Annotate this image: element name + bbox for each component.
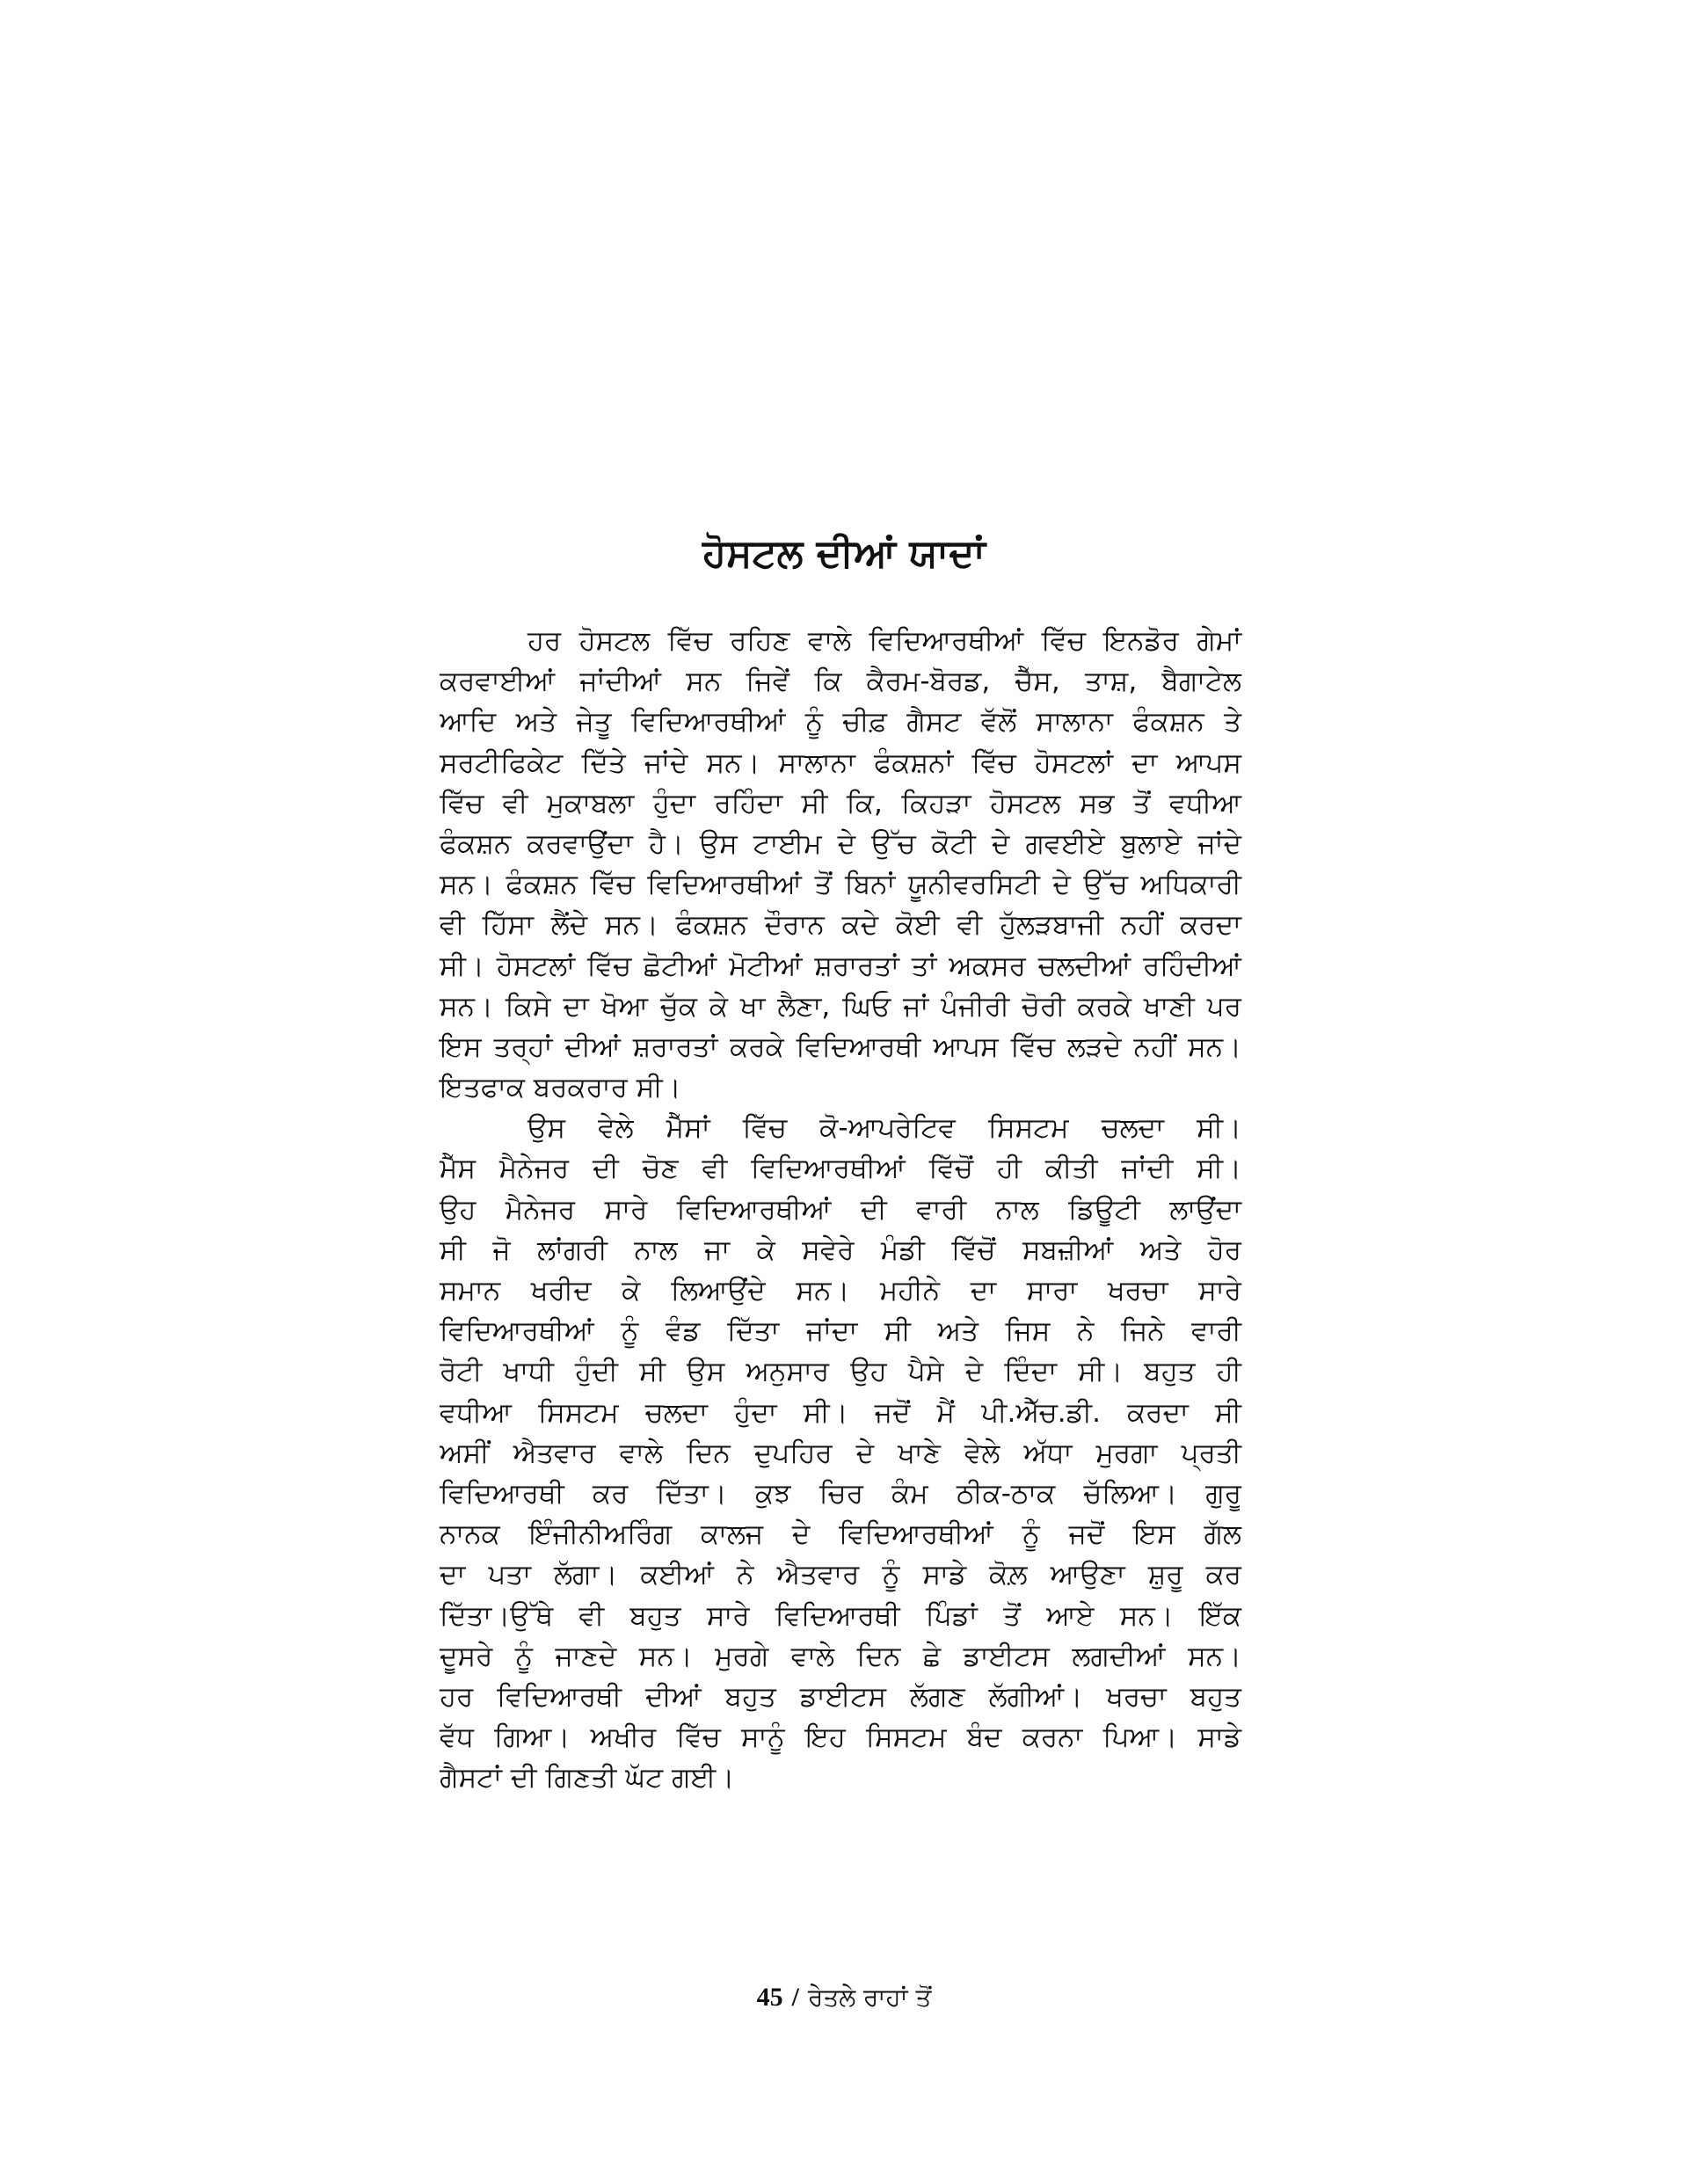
text-line: ਉਸ ਵੇਲੇ ਮੈੱਸਾਂ ਵਿੱਚ ਕੋ-ਆਪਰੇਟਿਵ ਸਿਸਟਮ ਚਲਦਾ ਸੀ।	[528, 1112, 1241, 1145]
text-line: ਦੂਸਰੇ ਨੂੰ ਜਾਣਦੇ ਸਨ। ਮੁਰਗੇ ਵਾਲੇ ਦਿਨ ਛੇ ਡਾਈਟਸ ਲਗਦੀਆਂ ਸਨ।	[440, 1640, 1241, 1672]
text-line: ਹਰ ਹੋਸਟਲ ਵਿੱਚ ਰਹਿਣ ਵਾਲੇ ਵਿਦਿਆਰਥੀਆਂ ਵਿੱਚ ਇਨਡੋਰ ਗੇਮਾਂ	[528, 625, 1241, 657]
text-line: ਵੱਧ ਗਿਆ। ਅਖੀਰ ਵਿੱਚ ਸਾਨੂੰ ਇਹ ਸਿਸਟਮ ਬੰਦ ਕਰਨਾ ਪਿਆ। ਸਾਡੇ	[440, 1722, 1241, 1754]
text-line: ਵਿਦਿਆਰਥੀਆਂ ਨੂੰ ਵੰਡ ਦਿੱਤਾ ਜਾਂਦਾ ਸੀ ਅਤੇ ਜਿਸ ਨੇ ਜਿਨੇ ਵਾਰੀ	[440, 1315, 1241, 1348]
page-number: 45	[756, 1983, 783, 2012]
text-line: ਸਰਟੀਫਿਕੇਟ ਦਿੱਤੇ ਜਾਂਦੇ ਸਨ। ਸਾਲਾਨਾ ਫੰਕਸ਼ਨਾਂ ਵਿੱਚ ਹੋਸਟਲਾਂ ਦਾ ਆਪਸ	[440, 746, 1241, 779]
footer-separator: /	[791, 1983, 799, 2012]
text-line: ਇਸ ਤਰ੍ਹਾਂ ਦੀਆਂ ਸ਼ਰਾਰਤਾਂ ਕਰਕੇ ਵਿਦਿਆਰਥੀ ਆਪਸ ਵਿੱਚ ਲੜਦੇ ਨਹੀਂ ਸਨ।	[440, 1030, 1241, 1063]
text-line: ਸੀ। ਹੋਸਟਲਾਂ ਵਿੱਚ ਛੋਟੀਆਂ ਮੋਟੀਆਂ ਸ਼ਰਾਰਤਾਂ ਤਾਂ ਅਕਸਰ ਚਲਦੀਆਂ ਰਹਿੰਦੀਆਂ	[440, 950, 1241, 982]
page-title: ਹੋਸਟਲ ਦੀਆਂ ਯਾਦਾਂ	[702, 531, 986, 576]
body-text	[440, 621, 1241, 1798]
text-line: ਸਨ। ਕਿਸੇ ਦਾ ਖੋਆ ਚੁੱਕ ਕੇ ਖਾ ਲੈਣਾ, ਘਿਓ ਜਾਂ ਪੰਜੀਰੀ ਚੋਰੀ ਕਰਕੇ ਖਾਣੀ ਪਰ	[440, 990, 1241, 1023]
text-line: ਦਿੱਤਾ।ਉੱਥੇ ਵੀ ਬਹੁਤ ਸਾਰੇ ਵਿਦਿਆਰਥੀ ਪਿੰਡਾਂ ਤੋਂ ਆਏ ਸਨ। ਇੱਕ	[440, 1599, 1241, 1632]
text-line: ਸਨ। ਫੰਕਸ਼ਨ ਵਿੱਚ ਵਿਦਿਆਰਥੀਆਂ ਤੋਂ ਬਿਨਾਂ ਯੂਨੀਵਰਸਿਟੀ ਦੇ ਉੱਚ ਅਧਿਕਾਰੀ	[440, 869, 1241, 901]
text-line: ਦਾ ਪਤਾ ਲੱਗਾ। ਕਈਆਂ ਨੇ ਐਤਵਾਰ ਨੂੰ ਸਾਡੇ ਕੋਲ਼ ਆਉਣਾ ਸ਼ੁਰੂ ਕਰ	[440, 1559, 1241, 1591]
text-line: ਗੈਸਟਾਂ ਦੀ ਗਿਣਤੀ ਘੱਟ ਗਈ।	[440, 1762, 735, 1795]
page-footer	[0, 1980, 1688, 2015]
text-line: ਇਤਫਾਕ ਬਰਕਰਾਰ ਸੀ।	[440, 1072, 681, 1104]
text-line: ਸੀ ਜੋ ਲਾਂਗਰੀ ਨਾਲ ਜਾ ਕੇ ਸਵੇਰੇ ਮੰਡੀ ਵਿੱਚੋਂ ਸਬਜ਼ੀਆਂ ਅਤੇ ਹੋਰ	[440, 1234, 1241, 1266]
text-line: ਰੋਟੀ ਖਾਧੀ ਹੁੰਦੀ ਸੀ ਉਸ ਅਨੁਸਾਰ ਉਹ ਪੈਸੇ ਦੇ ਦਿੰਦਾ ਸੀ। ਬਹੁਤ ਹੀ	[440, 1356, 1241, 1388]
text-line: ਵਿੱਚ ਵੀ ਮੁਕਾਬਲਾ ਹੁੰਦਾ ਰਹਿੰਦਾ ਸੀ ਕਿ, ਕਿਹੜਾ ਹੋਸਟਲ ਸਭ ਤੋਂ ਵਧੀਆ	[440, 787, 1241, 819]
text-line: ਫੰਕਸ਼ਨ ਕਰਵਾਉਂਦਾ ਹੈ। ਉਸ ਟਾਈਮ ਦੇ ਉੱਚ ਕੋਟੀ ਦੇ ਗਵਈਏ ਬੁਲਾਏ ਜਾਂਦੇ	[440, 827, 1241, 860]
text-line: ਕਰਵਾਈਆਂ ਜਾਂਦੀਆਂ ਸਨ ਜਿਵੇਂ ਕਿ ਕੈਰਮ-ਬੋਰਡ, ਚੈੱਸ, ਤਾਸ਼, ਬੈਗਾਟੇਲ	[440, 666, 1241, 698]
text-line: ਮੈੱਸ ਮੈਨੇਜਰ ਦੀ ਚੋਣ ਵੀ ਵਿਦਿਆਰਥੀਆਂ ਵਿੱਚੋਂ ਹੀ ਕੀਤੀ ਜਾਂਦੀ ਸੀ।	[440, 1153, 1241, 1185]
text-line: ਹਰ ਵਿਦਿਆਰਥੀ ਦੀਆਂ ਬਹੁਤ ਡਾਈਟਸ ਲੱਗਣ ਲੱਗੀਆਂ। ਖਰਚਾ ਬਹੁਤ	[440, 1680, 1241, 1713]
text-line: ਵਧੀਆ ਸਿਸਟਮ ਚਲਦਾ ਹੁੰਦਾ ਸੀ। ਜਦੋਂ ਮੈਂ ਪੀ.ਐੱਚ.ਡੀ. ਕਰਦਾ ਸੀ	[440, 1396, 1241, 1429]
text-line: ਆਦਿ ਅਤੇ ਜੇਤੂ ਵਿਦਿਆਰਥੀਆਂ ਨੂੰ ਚੀਫ਼ ਗੈਸਟ ਵੱਲੋਂ ਸਾਲਾਨਾ ਫੰਕਸ਼ਨ ਤੇ	[440, 706, 1241, 739]
text-line: ਅਸੀਂ ਐਤਵਾਰ ਵਾਲੇ ਦਿਨ ਦੁਪਹਿਰ ਦੇ ਖਾਣੇ ਵੇਲੇ ਅੱਧਾ ਮੁਰਗਾ ਪ੍ਰਤੀ	[440, 1437, 1241, 1469]
book-title: ਰੇਤਲੇ ਰਾਹਾਂ ਤੋਂ	[807, 1983, 932, 2012]
text-line: ਸਮਾਨ ਖਰੀਦ ਕੇ ਲਿਆਉਂਦੇ ਸਨ। ਮਹੀਨੇ ਦਾ ਸਾਰਾ ਖਰਚਾ ਸਾਰੇ	[440, 1275, 1241, 1307]
text-line: ਉਹ ਮੈਨੇਜਰ ਸਾਰੇ ਵਿਦਿਆਰਥੀਆਂ ਦੀ ਵਾਰੀ ਨਾਲ ਡਿਊਟੀ ਲਾਉਂਦਾ	[440, 1193, 1241, 1226]
text-line: ਵਿਦਿਆਰਥੀ ਕਰ ਦਿੱਤਾ। ਕੁਝ ਚਿਰ ਕੰਮ ਠੀਕ-ਠਾਕ ਚੱਲਿਆ। ਗੁਰੂ	[440, 1477, 1241, 1510]
text-line: ਨਾਨਕ ਇੰਜੀਨੀਅਰਿੰਗ ਕਾਲਜ ਦੇ ਵਿਦਿਆਰਥੀਆਂ ਨੂੰ ਜਦੋਂ ਇਸ ਗੱਲ	[440, 1518, 1241, 1551]
text-line: ਵੀ ਹਿੱਸਾ ਲੈਂਦੇ ਸਨ। ਫੰਕਸ਼ਨ ਦੌਰਾਨ ਕਦੇ ਕੋਈ ਵੀ ਹੁੱਲੜਬਾਜੀ ਨਹੀਂ ਕਰਦਾ	[440, 909, 1241, 942]
